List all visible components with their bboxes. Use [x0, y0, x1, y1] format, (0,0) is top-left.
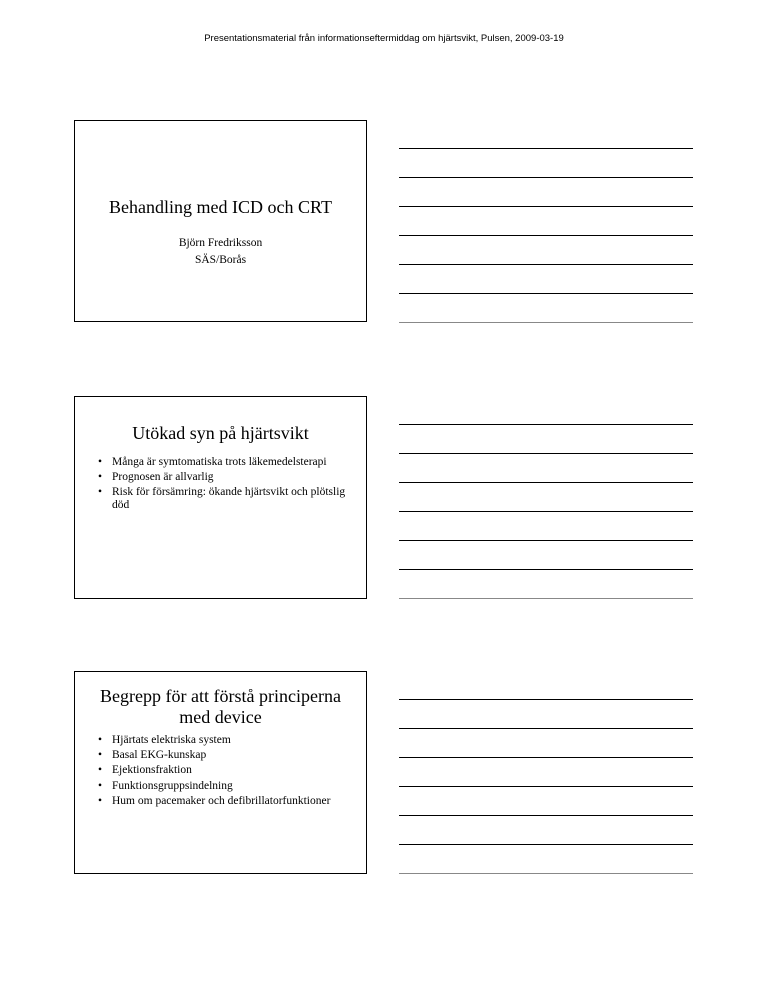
bullet-icon: •: [98, 764, 103, 777]
slide-3-title: Begrepp för att förstå principerna med device: [100, 686, 341, 727]
page-header: Presentationsmaterial från informationseftermiddag om hjärtsvikt, Pulsen, 2009-03-19: [204, 33, 564, 44]
list-item: • Risk för försämring: ökande hjärtsvikt och plötslig död: [98, 486, 346, 511]
note-line: [399, 786, 693, 787]
note-line: [399, 322, 693, 323]
note-line: [399, 424, 693, 425]
bullet-icon: •: [98, 471, 103, 483]
bullet-icon: •: [98, 794, 103, 807]
bullet-icon: •: [98, 779, 103, 792]
slide-1-subtitle: [75, 235, 366, 269]
note-line: [399, 569, 693, 570]
slide-3: [74, 671, 367, 874]
list-item: • Ejektionsfraktion: [98, 764, 192, 777]
note-line: [399, 293, 693, 294]
note-line: [399, 206, 693, 207]
list-item: • Prognosen är allvarlig: [98, 471, 214, 483]
list-item: • Basal EKG-kunskap: [98, 749, 207, 762]
bullet-icon: •: [98, 456, 103, 468]
slide-1-title: Behandling med ICD och CRT: [109, 197, 332, 217]
note-line: [399, 844, 693, 845]
note-line: [399, 148, 693, 149]
bullet-icon: •: [98, 486, 103, 498]
note-line: [399, 453, 693, 454]
note-line: [399, 598, 693, 599]
author-name: Björn Fredriksson: [178, 237, 263, 249]
note-line: [399, 235, 693, 236]
note-line: [399, 511, 693, 512]
slide-1: [74, 120, 367, 322]
slide-2: [74, 396, 367, 599]
list-item: • Hjärtats elektriska system: [98, 734, 231, 746]
list-item: • Hum om pacemaker och defibrillatorfunktioner: [98, 794, 331, 807]
slide-3-bullet-list: [75, 734, 366, 808]
note-line: [399, 177, 693, 178]
bullet-icon: •: [98, 749, 103, 762]
note-line: [399, 264, 693, 265]
note-line: [399, 873, 693, 874]
list-item: • Funktionsgruppsindelning: [98, 779, 233, 792]
slide-2-bullet-list: [75, 456, 366, 512]
slide-2-title: Utökad syn på hjärtsvikt: [132, 423, 309, 443]
note-line: [399, 757, 693, 758]
note-line: [399, 699, 693, 700]
note-line: [399, 815, 693, 816]
note-line: [399, 728, 693, 729]
author-affiliation: SÄS/Borås: [194, 254, 247, 266]
bullet-icon: •: [98, 734, 103, 746]
note-line: [399, 482, 693, 483]
note-line: [399, 540, 693, 541]
list-item: • Många är symtomatiska trots läkemedelsterapi: [98, 456, 327, 468]
